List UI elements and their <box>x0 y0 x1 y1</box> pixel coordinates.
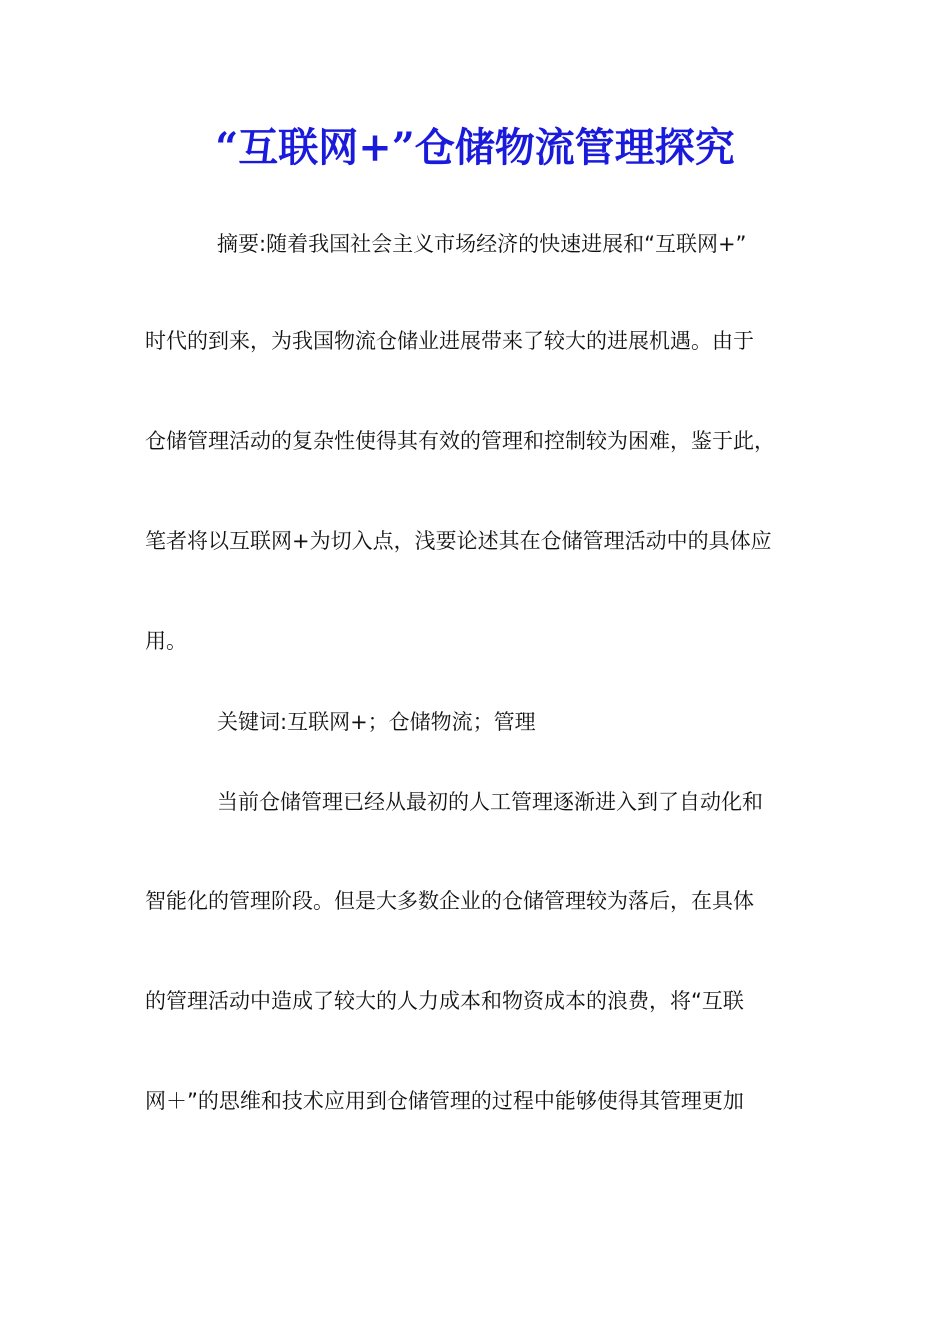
body-line-4: 网＋”的思维和技术应用到仓储管理的过程中能够使得其管理更加 <box>145 1089 744 1113</box>
body-line-2: 智能化的管理阶段。但是大多数企业的仓储管理较为落后，在具体 <box>145 889 754 913</box>
body-line-3: 的管理活动中造成了较大的人力成本和物资成本的浪费，将“互联 <box>145 989 744 1013</box>
body-line-1: 当前仓储管理已经从最初的人工管理逐渐进入到了自动化和 <box>217 790 763 814</box>
abstract-line-5: 用。 <box>145 629 187 653</box>
abstract-line-1: 摘要:随着我国社会主义市场经济的快速进展和“互联网+” <box>217 232 747 256</box>
abstract-line-2: 时代的到来，为我国物流仓储业进展带来了较大的进展机遇。由于 <box>145 329 754 353</box>
abstract-line-4: 笔者将以互联网+为切入点，浅要论述其在仓储管理活动中的具体应 <box>145 529 772 553</box>
keywords-line: 关键词:互联网+；仓储物流；管理 <box>217 710 536 734</box>
abstract-line-3: 仓储管理活动的复杂性使得其有效的管理和控制较为困难，鉴于此， <box>145 429 775 453</box>
document-title: “互联网+”仓储物流管理探究 <box>215 124 735 171</box>
